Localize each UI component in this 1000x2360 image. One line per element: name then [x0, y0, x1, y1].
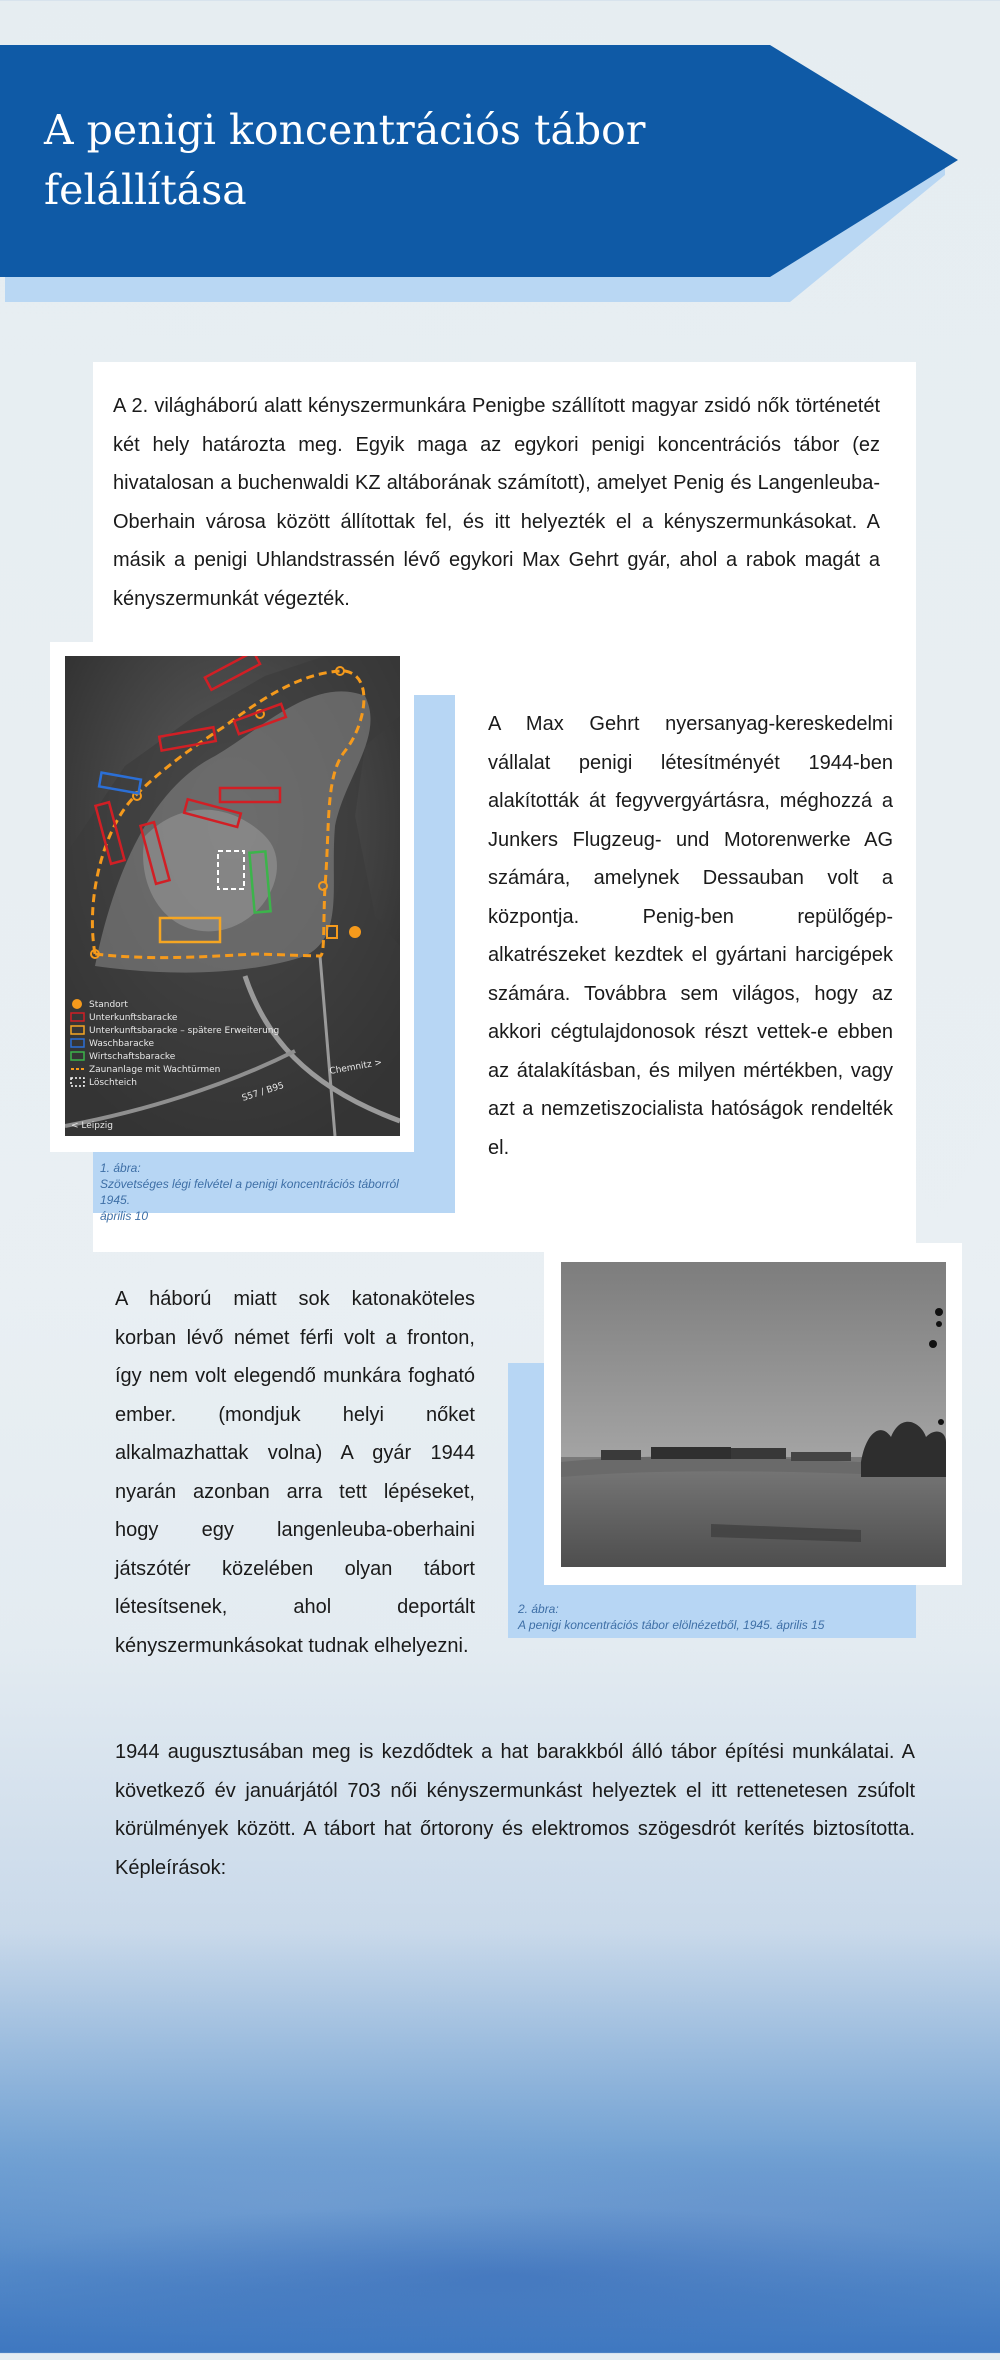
- legend-wirtschaft: Wirtschaftsbaracke: [89, 1052, 176, 1062]
- background-mist: [0, 2040, 1000, 2360]
- title-line-2: felállítása: [44, 166, 247, 214]
- legend-loeschteich: Löschteich: [89, 1078, 137, 1088]
- legend-standort: Standort: [89, 1000, 128, 1010]
- page-title: [44, 100, 684, 220]
- title-line-1: A penigi koncentrációs tábor: [44, 106, 646, 154]
- legend-erweiterung: Unterkunftsbaracke – spätere Erweiterung: [89, 1026, 280, 1036]
- factory-paragraph: A Max Gehrt nyersanyag-kereskedelmi vállalat penigi létesítményét 1944-ben alakították át fegyvergyártásra, méghozzá a Junkers Flugzeug- und Motorenwerke AG számára, amelynek Dessauban volt a központja. Penig-ben repülőgép-alkatrészeket kezdtek el gyártani harcigépek számára. Továbbra sem világos, hogy az akkori cégtulajdonosok részt vettek-e ebben az átalakításban, és milyen mértékben, vagy azt a nemzetiszocialista hatóságok rendelték el.: [488, 713, 893, 1159]
- aerial-photo-map: [65, 656, 400, 1136]
- construction-paragraph: 1944 augusztusában meg is kezdődtek a hat barakkból álló tábor építési munkálatai. A következő év januárjától 703 női kényszermunkást helyeztek el itt rettenetesen zsúfolt körülmények között. A tábort hat őrtorony és elektromos szögesdrót kerítés biztosította. Képleírások:: [115, 1741, 915, 1879]
- map-label-road: S57 / B95: [240, 1080, 286, 1104]
- figure2-caption: [518, 1601, 908, 1633]
- map-label-leipzig: < Leipzig: [71, 1121, 113, 1131]
- figure1-caption-date: április 10: [100, 1209, 149, 1223]
- legend-unterkunft: Unterkunftsbaracke: [89, 1013, 178, 1023]
- figure1-caption-text: Szövetséges légi felvétel a penigi koncentrációs táborról 1945.: [100, 1177, 399, 1207]
- figure1-caption: [100, 1160, 420, 1224]
- camp-front-photo: [561, 1262, 946, 1567]
- legend-zaun: Zaunanlage mit Wachtürmen: [89, 1065, 221, 1075]
- intro-paragraph: A 2. világháború alatt kényszermunkára Penigbe szállított magyar zsidó nők történetét két hely határozta meg. Egyik maga az egykori penigi koncentrációs tábor (ez hivatalosan a buchenwaldi KZ altáborának számított), amelyet Penig és Langenleuba-Oberhain városa között állítottak fel, és itt helyezték el a kényszermunkásokat. A másik a penigi Uhlandstrassén lévő egykori Max Gehrt gyár, ahol a rabok magát a kényszermunkát végezték.: [113, 395, 880, 610]
- camp-paragraph: A háború miatt sok katonaköteles korban lévő német férfi volt a fronton, így nem volt elegendő munkára fogható ember. (mondjuk helyi nőket alkalmazhattak volna) A gyár 1944 nyarán azonban arra tett lépéseket, hogy egy langenleuba-oberhaini játszótér közelében olyan tábort létesítsenek, ahol deportált kényszermunkásokat tudnak elhelyezni.: [115, 1288, 475, 1657]
- figure2-caption-label: 2. ábra:: [518, 1602, 559, 1616]
- legend-wasch: Waschbaracke: [89, 1039, 154, 1049]
- map-label-chemnitz: Chemnitz >: [328, 1057, 383, 1077]
- figure2-caption-text: A penigi koncentrációs tábor elölnézetből, 1945. április 15: [518, 1618, 825, 1632]
- figure1-caption-label: 1. ábra:: [100, 1161, 141, 1175]
- background-mist-lower: [0, 2150, 1000, 2360]
